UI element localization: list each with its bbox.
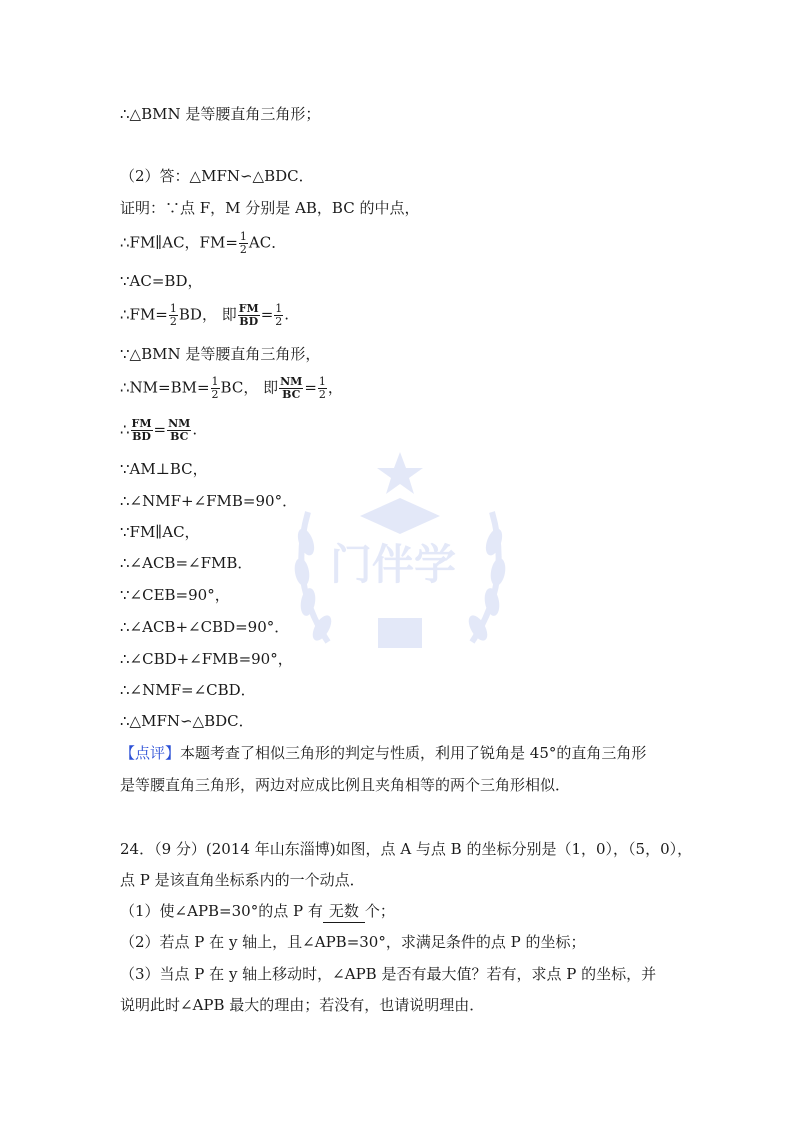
text-line: ∵△BMN 是等腰直角三角形， (120, 345, 321, 363)
fraction-denominator: BD (239, 315, 259, 328)
fraction-denominator: 2 (239, 243, 247, 256)
fraction (167, 418, 191, 443)
text-line: ∴∠NMF+∠FMB=90°． (120, 492, 298, 510)
question-title: 24．（9 分）(2014 年山东淄博)如图，点 A 与点 B 的坐标分别是（1，0），（5，0）， (120, 840, 693, 858)
text-line: （3）当点 P 在 y 轴上移动时，∠APB 是否有最大值？若有，求点 P 的坐标，并 (120, 965, 657, 983)
text-line: ∵AM⊥BC， (120, 460, 208, 478)
fraction-numerator: FM (131, 417, 152, 430)
fraction-numerator: 1 (318, 375, 326, 388)
fraction-denominator: 2 (275, 315, 283, 328)
comment-tag: 【点评】 (120, 744, 181, 762)
text-segment: （1）使∠APB=30°的点 P 有 (120, 902, 323, 920)
fraction (211, 376, 220, 401)
text-line: ∴∠ACB=∠FMB． (120, 554, 253, 572)
text-line: ∴∠ACB+∠CBD=90°． (120, 618, 290, 636)
fraction-numerator: NM (168, 417, 191, 430)
fraction-numerator: 1 (239, 230, 247, 243)
fraction (318, 376, 327, 401)
text-line (120, 376, 343, 401)
fraction-denominator: BC (170, 430, 189, 443)
fraction (131, 418, 153, 443)
fraction-denominator: BC (282, 388, 301, 401)
text-segment: = (304, 378, 317, 397)
text-segment: ∴FM= (120, 305, 168, 324)
text-line: 说明此时∠APB 最大的理由；若没有，也请说明理由． (120, 996, 485, 1014)
text-segment: BD， 即 (178, 305, 237, 324)
fraction-denominator: 2 (169, 315, 177, 328)
fraction (274, 303, 283, 328)
text-segment: ， (327, 378, 343, 397)
text-line: ∴△MFN∽△BDC． (120, 712, 254, 730)
fraction (279, 376, 303, 401)
text-line (120, 303, 289, 328)
text-line: （2）若点 P 在 y 轴上，且∠APB=30°，求满足条件的点 P 的坐标； (120, 933, 586, 951)
text-line (120, 418, 197, 443)
fraction-denominator: 2 (211, 388, 219, 401)
text-line: 是等腰直角三角形，两边对应成比例且夹角相等的两个三角形相似． (120, 776, 571, 794)
fraction (169, 303, 178, 328)
fraction-denominator: 2 (318, 388, 326, 401)
text-segment: = (153, 420, 167, 439)
text-segment: 本题考查了相似三角形的判定与性质，利用了锐角是 45°的直角三角形 (180, 744, 647, 762)
watermark-text: 门伴学 (330, 540, 457, 589)
text-line (120, 900, 395, 923)
text-segment: ∴ (120, 420, 130, 439)
text-segment: 个； (364, 902, 395, 920)
text-line (120, 231, 286, 256)
fraction-denominator: BD (132, 430, 151, 443)
fraction (238, 303, 260, 328)
text-segment: = (260, 305, 274, 324)
fraction-numerator: NM (280, 375, 303, 388)
text-line: ∴∠NMF=∠CBD． (120, 681, 256, 699)
fraction (239, 231, 248, 256)
text-segment: . (192, 420, 198, 439)
text-segment: ∴FM∥AC，FM= (120, 233, 238, 252)
text-line: ∵AC=BD， (120, 272, 203, 290)
text-line: ∴△BMN 是等腰直角三角形； (120, 105, 321, 123)
fraction-numerator: 1 (211, 375, 219, 388)
text-line: ∵∠CEB=90°， (120, 586, 230, 604)
text-line: 点 P 是该直角坐标系内的一个动点． (120, 871, 365, 889)
text-segment: ∴NM=BM= (120, 378, 210, 397)
comment-line (120, 742, 646, 764)
text-segment: AC． (248, 233, 287, 252)
text-line: ∴∠CBD+∠FMB=90°， (120, 650, 293, 668)
fraction-numerator: 1 (169, 302, 177, 315)
text-line: 证明：∵点 F，M 分别是 AB，BC 的中点， (120, 199, 420, 217)
text-line: （2）答：△MFN∽△BDC． (120, 167, 314, 185)
text-segment: BC， 即 (220, 378, 279, 397)
text-segment: . (284, 305, 290, 324)
fraction-numerator: 1 (275, 302, 283, 315)
fraction-numerator: FM (238, 302, 259, 315)
answer-blank: 无数 (323, 900, 365, 923)
text-line: ∵FM∥AC， (120, 523, 200, 541)
